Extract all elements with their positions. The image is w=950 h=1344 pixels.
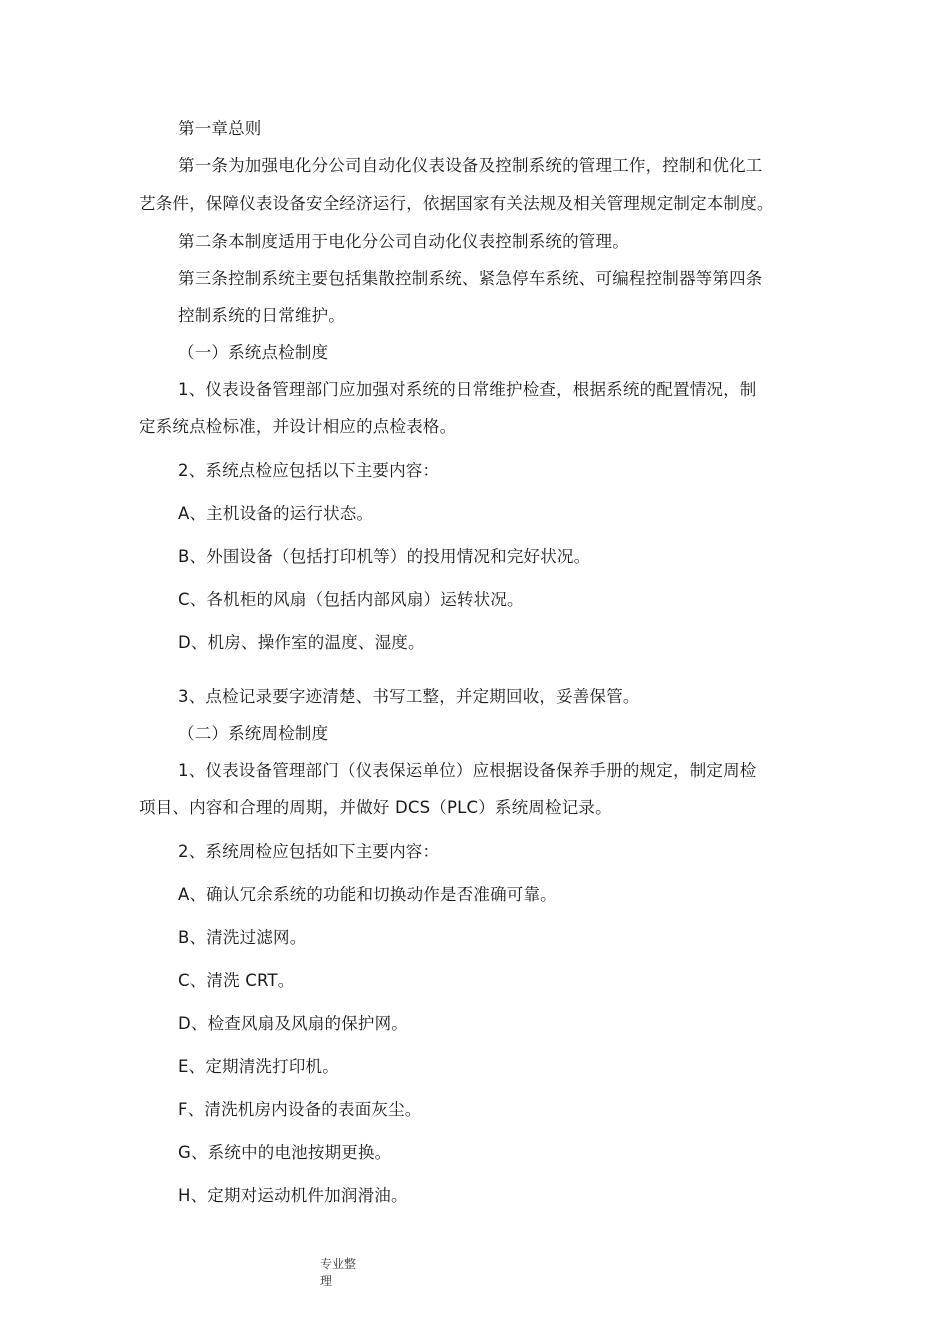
footer-note-line-2: 理 [320,1274,333,1288]
article-1-line-2: 艺条件，保障仪表设备安全经济运行，依据国家有关法规及相关管理规定制定本制度。 [139,194,774,213]
sub-item-a: A、主机设备的运行状态。 [178,504,374,523]
sub-item-c: C、各机柜的风扇（包括内部风扇）运转状况。 [178,590,524,609]
weekly-item-1-line-2: 项目、内容和合理的周期，并做好 DCS（PLC）系统周检记录。 [139,798,612,817]
article-2: 第二条本制度适用于电化分公司自动化仪表控制系统的管理。 [178,232,629,251]
weekly-sub-item-f: F、清洗机房内设备的表面灰尘。 [178,1100,422,1119]
weekly-sub-item-b: B、清洗过滤网。 [178,928,307,947]
weekly-sub-item-g: G、系统中的电池按期更换。 [178,1143,392,1162]
weekly-item-2: 2、系统周检应包括如下主要内容： [178,842,440,861]
weekly-sub-item-a: A、确认冗余系统的功能和切换动作是否准确可靠。 [178,885,557,904]
article-1-line-1: 第一条为加强电化分公司自动化仪表设备及控制系统的管理工作，控制和优化工 [178,156,763,175]
section-heading-2: （二）系统周检制度 [178,724,329,743]
item-1-line-1: 1、仪表设备管理部门应加强对系统的日常维护检查，根据系统的配置情况，制 [178,380,757,399]
weekly-sub-item-c: C、清洗 CRT。 [178,971,295,990]
sub-item-d: D、机房、操作室的温度、湿度。 [178,633,425,652]
sub-item-b: B、外围设备（包括打印机等）的投用情况和完好状况。 [178,547,591,566]
weekly-item-1-line-1: 1、仪表设备管理部门（仪表保运单位）应根据设备保养手册的规定，制定周检 [178,761,757,780]
section-heading-1: （一）系统点检制度 [178,343,329,362]
weekly-sub-item-h: H、定期对运动机件加润滑油。 [178,1186,408,1205]
weekly-sub-item-e: E、定期清洗打印机。 [178,1057,339,1076]
article-4-title: 控制系统的日常维护。 [178,306,345,325]
weekly-sub-item-d: D、检查风扇及风扇的保护网。 [178,1014,409,1033]
item-3: 3、点检记录要字迹清楚、书写工整，并定期回收，妥善保管。 [178,687,640,706]
article-3: 第三条控制系统主要包括集散控制系统、紧急停车系统、可编程控制器等第四条 [178,269,763,288]
item-2: 2、系统点检应包括以下主要内容： [178,461,440,480]
chapter-heading: 第一章总则 [178,119,262,138]
item-1-line-2: 定系统点检标准，并设计相应的点检表格。 [139,417,457,436]
footer-note-line-1: 专业整 [320,1257,357,1271]
